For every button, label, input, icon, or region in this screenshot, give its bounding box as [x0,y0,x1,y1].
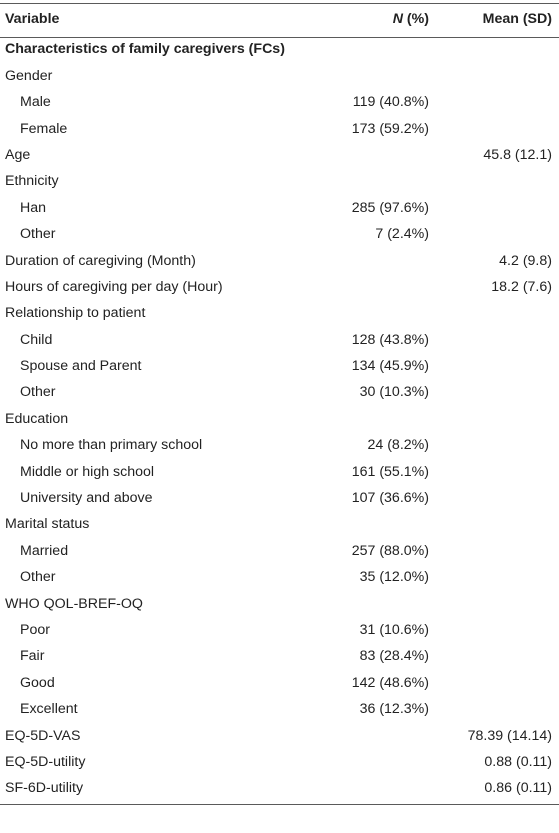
row-label: Fair [20,648,45,665]
row-label: Education [5,410,69,427]
row-n-percent: 142 (48.6%) [351,674,429,691]
row-label: Age [5,146,31,163]
row-n-percent: 119 (40.8%) [352,94,429,111]
row-label: University and above [20,490,153,507]
row-label: Middle or high school [20,463,155,480]
row-n-percent: 173 (59.2%) [351,120,429,137]
row-label: EQ-5D-utility [5,753,86,770]
row-label: WHO QOL-BREF-OQ [5,595,143,612]
table-row [0,643,559,669]
table-row [0,775,559,801]
row-label: Other [20,384,56,401]
bottom-rule [0,804,559,805]
row-label: Poor [20,621,50,638]
header-n-percent [393,6,429,32]
row-n-percent: 35 (12.0%) [359,569,429,586]
table-row [0,248,559,274]
table-row [0,274,559,300]
row-n-percent: 24 (8.2%) [367,437,429,454]
table-row [0,538,559,564]
row-label: Marital status [5,516,90,533]
table-row [0,591,559,617]
table-row [0,485,559,511]
row-label: Married [20,542,69,559]
table-body [0,63,559,802]
row-n-percent: 285 (97.6%) [351,199,429,216]
table-row [0,142,559,168]
row-label: Spouse and Parent [20,358,142,375]
table-row [0,564,559,590]
row-label: No more than primary school [20,437,203,454]
row-label: Han [20,199,47,216]
row-label: EQ-5D-VAS [5,727,81,744]
row-label: Excellent [20,701,78,718]
row-n-percent: 31 (10.6%) [359,621,429,638]
row-mean-sd: 18.2 (7.6) [491,278,552,295]
row-mean-sd: 0.88 (0.11) [484,753,552,770]
row-label: Hours of caregiving per day (Hour) [5,278,223,295]
table-row [0,749,559,775]
row-n-percent: 36 (12.3%) [359,701,429,718]
row-mean-sd: 0.86 (0.11) [484,780,552,797]
table-header-row [0,6,559,32]
row-mean-sd: 4.2 (9.8) [499,252,552,269]
row-n-percent: 83 (28.4%) [359,648,429,665]
row-n-percent: 257 (88.0%) [351,542,429,559]
row-n-percent: 107 (36.6%) [351,490,429,507]
row-label: Male [20,94,51,111]
row-label: Gender [5,67,53,84]
section-title-row [0,36,559,62]
row-n-percent: 134 (45.9%) [351,358,429,375]
row-label: Other [20,226,56,243]
section-title: Characteristics of family caregivers (FCs) [5,41,285,58]
table-row [0,511,559,537]
table-row [0,696,559,722]
table-row [0,617,559,643]
table-row [0,459,559,485]
row-n-percent: 161 (55.1%) [351,463,429,480]
table-row [0,327,559,353]
table-row [0,353,559,379]
row-mean-sd: 45.8 (12.1) [483,146,552,163]
header-variable: Variable [5,11,60,27]
header-n-italic: N [392,11,403,27]
table-row [0,432,559,458]
row-label: Child [20,331,53,348]
table-row [0,406,559,432]
table-row [0,89,559,115]
table-row [0,63,559,89]
row-label: Other [20,569,56,586]
header-mean-sd: Mean (SD) [482,11,552,27]
table-row [0,195,559,221]
row-label: Female [20,120,68,137]
header-n-rest: (%) [402,11,429,27]
table-row [0,723,559,749]
top-rule [0,3,559,4]
row-label: Duration of caregiving (Month) [5,252,196,269]
row-n-percent: 7 (2.4%) [375,226,429,243]
row-n-percent: 30 (10.3%) [359,384,429,401]
table-row [0,116,559,142]
row-label: Ethnicity [5,173,59,190]
row-label: Relationship to patient [5,305,146,322]
row-label: SF-6D-utility [5,780,84,797]
table-row [0,379,559,405]
table-row [0,221,559,247]
table-row [0,670,559,696]
row-mean-sd: 78.39 (14.14) [467,727,552,744]
table-row [0,168,559,194]
table-row [0,300,559,326]
row-label: Good [20,674,55,691]
row-n-percent: 128 (43.8%) [351,331,429,348]
